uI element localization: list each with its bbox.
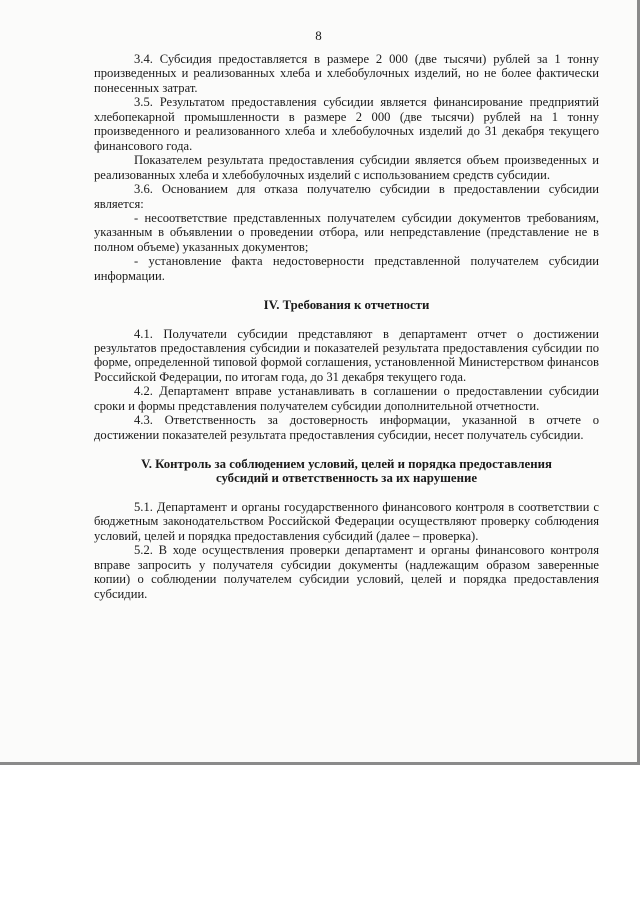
paragraph-5-1: 5.1. Департамент и органы государственного финансового контроля в соответствии с бюджетным законодательством Российской Федерации осуществляют проверку соблюдения условий, целей и порядка предоставления субсидий (далее – проверка). (94, 499, 599, 543)
section-5-heading-line-1: V. Контроль за соблюдением условий, целей и порядка предоставления (141, 456, 552, 471)
spacer (94, 486, 599, 500)
paragraph-3-4: 3.4. Субсидия предоставляется в размере 2 000 (две тысячи) рублей за 1 тонну произведенных и реализованных хлеба и хлебобулочных изделий, но не более фактически понесенных затрат. (94, 52, 599, 95)
section-4-heading: IV. Требования к отчетности (263, 297, 430, 312)
paragraph-result-indicator: Показателем результата предоставления субсидии является объем произведенных и реализованных хлеба и хлебобулочных изделий с использованием средств субсидии. (94, 153, 599, 182)
paragraph-4-3: 4.3. Ответственность за достоверность информации, указанной в отчете о достижении показателей результата предоставления субсидии, несет получатель субсидии. (94, 413, 599, 442)
paragraph-3-6: 3.6. Основанием для отказа получателю субсидии в предоставлении субсидии является: (94, 182, 599, 211)
page-number: 8 (315, 28, 322, 43)
list-item-noncompliance: - несоответствие представленных получателем субсидии документов требованиям, указанным в объявлении о проведении отбора, или непредставление (представление не в полном объеме) указанных документов; (94, 210, 599, 254)
paragraph-4-2: 4.2. Департамент вправе устанавливать в соглашении о предоставлении субсидии сроки и формы представления получателем субсидии дополнительной отчетности. (94, 384, 599, 413)
spacer (94, 312, 599, 326)
document-body (94, 52, 599, 601)
paragraph-3-5: 3.5. Результатом предоставления субсидии является финансирование предприятий хлебопекарной промышленности в размере 2 000 (две тысячи) рублей на 1 тонну произведенного и реализованного хлеба и хлебобулочных изделий до 31 декабря текущего финансового года. (94, 95, 599, 153)
paragraph-5-2: 5.2. В ходе осуществления проверки департамент и органы финансового контроля вправе запросить у получателя субсидии документы (надлежащим образом заверенные копии) о соблюдении получателем субсидии условий, целей и порядка предоставления субсидии. (94, 543, 599, 601)
paragraph-4-1: 4.1. Получатели субсидии представляют в департамент отчет о достижении результатов предоставления субсидии и показателей результата предоставления субсидии по форме, определенной типовой формой соглашения, установленной Министерством финансов Российской Федерации, по итогам года, до 31 декабря текущего года. (94, 326, 599, 384)
spacer (94, 442, 599, 456)
section-5-heading-line-2: субсидий и ответственность за их нарушение (215, 471, 478, 486)
list-item-false-info: - установление факта недостоверности представленной получателем субсидии информации. (94, 254, 599, 283)
spacer (94, 283, 599, 297)
